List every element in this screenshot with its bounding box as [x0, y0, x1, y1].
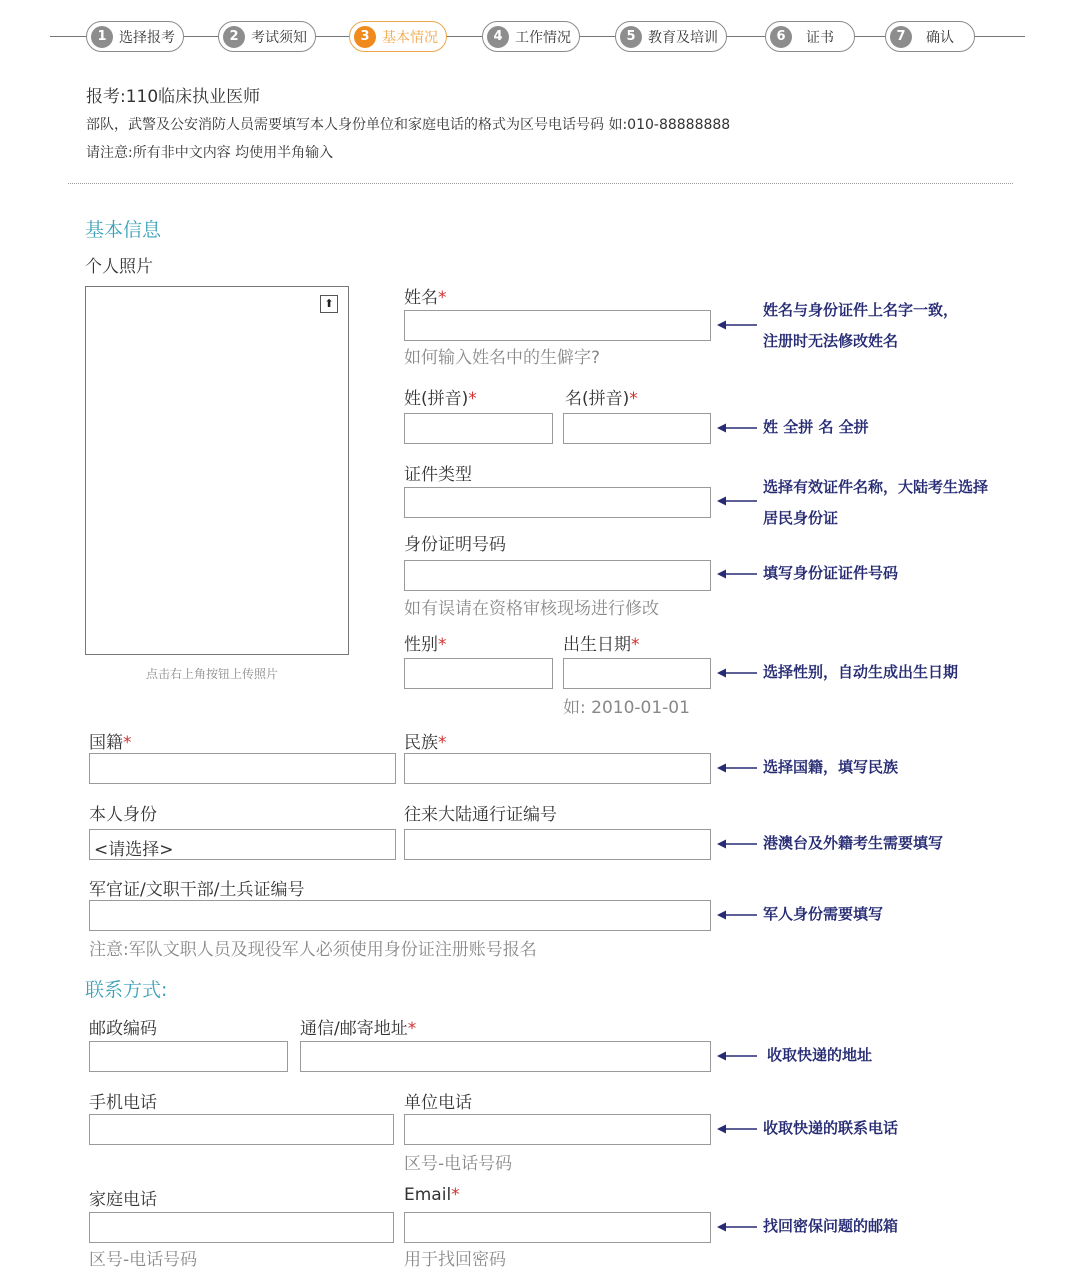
work-phone-label: 单位电话: [404, 1093, 472, 1113]
step-label: 考试须知: [251, 29, 307, 46]
step-number: 3: [354, 26, 376, 48]
home-phone-label: 家庭电话: [89, 1190, 157, 1210]
givenname-pinyin-input[interactable]: [563, 413, 711, 444]
military-id-input[interactable]: [89, 900, 711, 931]
id-number-hint: 如有误请在资格审核现场进行修改: [404, 599, 659, 619]
step-3-current[interactable]: [349, 21, 447, 52]
home-phone-input[interactable]: [89, 1212, 394, 1243]
step-6[interactable]: [765, 21, 855, 52]
givenname-pinyin-label: 名(拼音)*: [565, 389, 638, 409]
step-5[interactable]: [615, 21, 727, 52]
annotation-permit: 港澳台及外籍考生需要填写: [763, 834, 944, 852]
military-id-label: 军官证/文职干部/土兵证编号: [89, 880, 305, 900]
arrow-left-icon: [717, 495, 757, 507]
step-1[interactable]: [86, 21, 184, 52]
arrow-left-icon: [717, 667, 757, 679]
nationality-select[interactable]: [89, 753, 396, 784]
permit-label: 往来大陆通行证编号: [404, 805, 557, 825]
step-7[interactable]: [885, 21, 975, 52]
step-number: 1: [91, 26, 113, 48]
step-label: 工作情况: [515, 29, 571, 46]
address-label: 通信/邮寄地址*: [300, 1019, 417, 1039]
annotation-name-1: 姓名与身份证件上名字一致，: [763, 301, 959, 319]
step-label: 教育及培训: [648, 29, 718, 46]
divider: [68, 183, 1013, 184]
arrow-left-icon: [717, 568, 757, 580]
photo-hint: 点击右上角按钮上传照片: [146, 667, 279, 681]
ethnicity-input[interactable]: [404, 753, 711, 784]
step-number: 7: [890, 26, 912, 48]
arrow-left-icon: [717, 422, 757, 434]
ethnicity-label: 民族*: [404, 733, 447, 753]
postal-code-input[interactable]: [89, 1041, 288, 1072]
id-number-input[interactable]: [404, 560, 711, 591]
gender-select[interactable]: [404, 658, 553, 689]
arrow-left-icon: [717, 762, 757, 774]
exam-title: 报考:110临床执业医师: [86, 87, 261, 107]
arrow-left-icon: [717, 838, 757, 850]
annotation-id-number: 填写身份证证件号码: [763, 564, 899, 582]
annotation-gender-birth: 选择性别，自动生成出生日期: [763, 663, 959, 681]
birth-label: 出生日期*: [563, 635, 640, 655]
annotation-address: 收取快递的地址: [767, 1046, 873, 1064]
name-label: 姓名*: [404, 288, 447, 308]
identity-select[interactable]: <请选择>: [89, 829, 396, 860]
name-hint-link[interactable]: 如何输入姓名中的生僻字?: [404, 348, 601, 368]
gender-label: 性别*: [404, 635, 447, 655]
arrow-left-icon: [717, 909, 757, 921]
annotation-id-type-1: 选择有效证件名称，大陆考生选择: [763, 478, 989, 496]
address-input[interactable]: [300, 1041, 711, 1072]
arrow-left-icon: [717, 319, 757, 331]
permit-number-input[interactable]: [404, 829, 711, 860]
annotation-id-type-2: 居民身份证: [763, 509, 839, 527]
step-number: 4: [487, 26, 509, 48]
name-input[interactable]: [404, 310, 711, 341]
id-type-select[interactable]: [404, 487, 711, 518]
step-4[interactable]: [482, 21, 580, 52]
email-label: Email*: [404, 1185, 460, 1205]
surname-pinyin-label: 姓(拼音)*: [404, 389, 477, 409]
step-number: 6: [770, 26, 792, 48]
notice-phone-format: 部队，武警及公安消防人员需要填写本人身份单位和家庭电话的格式为区号电话号码 如:010-88888888: [86, 117, 731, 133]
annotation-email: 找回密保问题的邮箱: [763, 1217, 899, 1235]
work-phone-hint: 区号-电话号码: [404, 1154, 513, 1174]
step-label: 基本情况: [382, 29, 438, 46]
step-label: 证书: [806, 29, 834, 46]
section-title-basic: 基本信息: [85, 219, 162, 241]
email-hint: 用于找回密码: [404, 1250, 506, 1270]
annotation-military: 军人身份需要填写: [763, 905, 884, 923]
arrow-left-icon: [717, 1123, 757, 1135]
id-number-label: 身份证明号码: [404, 535, 506, 555]
photo-label: 个人照片: [85, 257, 153, 277]
mobile-input[interactable]: [89, 1114, 394, 1145]
email-input[interactable]: [404, 1212, 711, 1243]
step-label: 确认: [926, 29, 954, 46]
annotation-name-2: 注册时无法修改姓名: [763, 332, 899, 350]
surname-pinyin-input[interactable]: [404, 413, 553, 444]
home-phone-hint: 区号-电话号码: [89, 1250, 198, 1270]
birth-date-input[interactable]: [563, 658, 711, 689]
mobile-label: 手机电话: [89, 1093, 157, 1113]
notice-half-width: 请注意:所有非中文内容 均使用半角输入: [86, 145, 334, 161]
nationality-label: 国籍*: [89, 733, 132, 753]
postal-code-label: 邮政编码: [89, 1019, 157, 1039]
step-number: 2: [223, 26, 245, 48]
annotation-pinyin: 姓 全拼 名 全拼: [763, 418, 869, 436]
arrow-left-icon: [717, 1050, 757, 1062]
step-bar: [0, 0, 1080, 72]
military-hint: 注意:军队文职人员及现役军人必须使用身份证注册账号报名: [89, 940, 537, 960]
upload-icon[interactable]: ⬆: [320, 295, 338, 313]
section-title-contact: 联系方式:: [85, 979, 168, 1001]
step-number: 5: [620, 26, 642, 48]
annotation-phone: 收取快递的联系电话: [763, 1119, 899, 1137]
work-phone-input[interactable]: [404, 1114, 711, 1145]
photo-box: [85, 286, 349, 655]
annotation-nationality: 选择国籍，填写民族: [763, 758, 899, 776]
step-2[interactable]: [218, 21, 316, 52]
step-label: 选择报考: [119, 29, 175, 46]
identity-label: 本人身份: [89, 805, 157, 825]
birth-hint: 如: 2010-01-01: [563, 698, 690, 718]
id-type-label: 证件类型: [404, 465, 472, 485]
arrow-left-icon: [717, 1221, 757, 1233]
